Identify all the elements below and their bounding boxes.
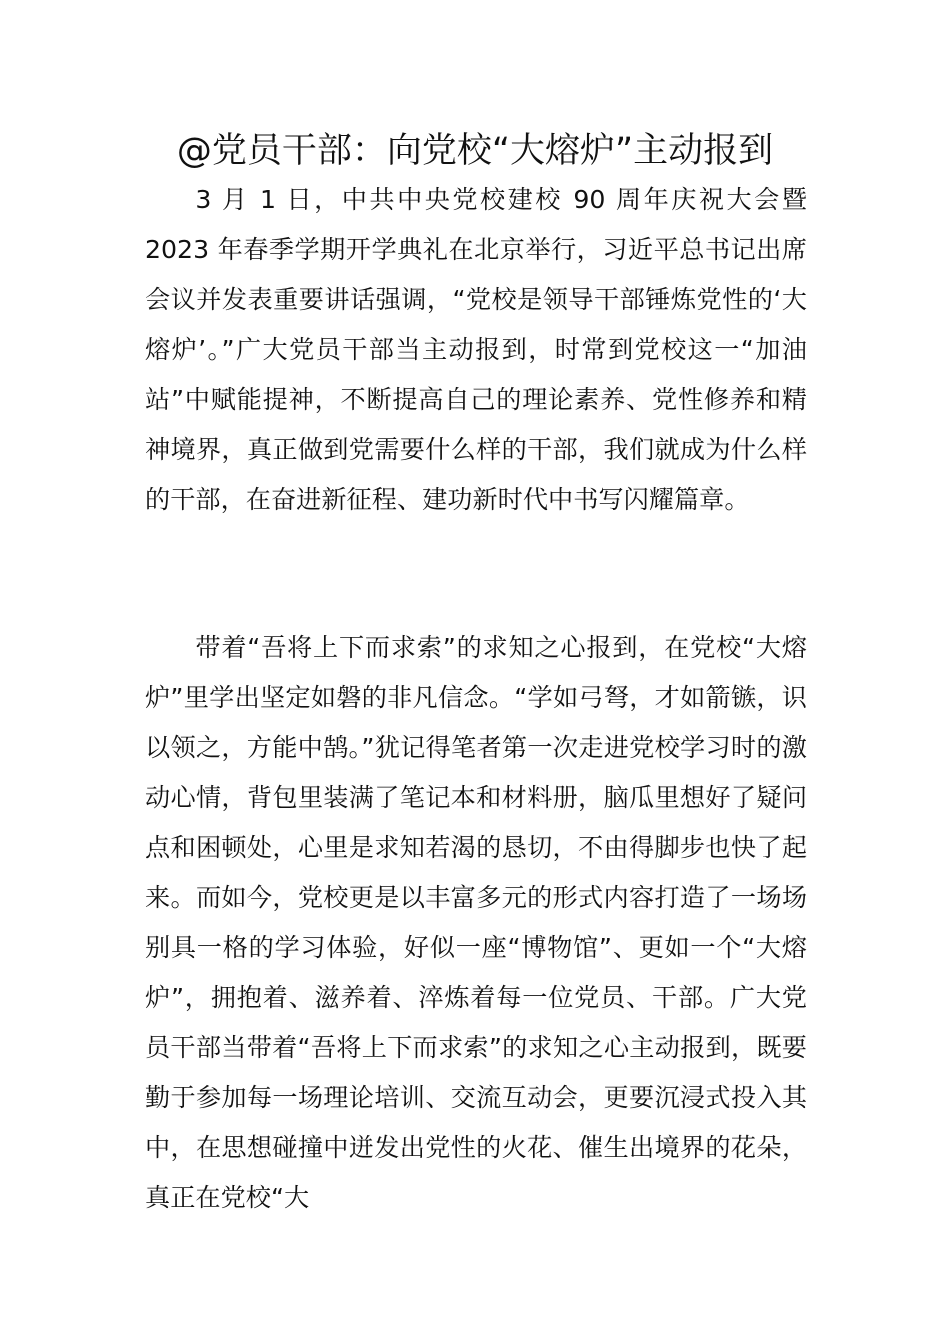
paragraph-2: 带着“吾将上下而求索”的求知之心报到，在党校“大熔炉”里学出坚定如磐的非凡信念。“学如弓弩，才如箭镞，识以领之，方能中鹄。”犹记得笔者第一次走进党校学习时的激动心情，背包里装满了笔记本和材料册，脑瓜里想好了疑问点和困顿处，心里是求知若渴的恳切，不由得脚步也快了起来。而如今，党校更是以丰富多元的形式内容打造了一场场别具一格的学习体验，好似一座“博物馆”、更如一个“大熔炉”，拥抱着、滋养着、淬炼着每一位党员、干部。广大党员干部当带着“吾将上下而求索”的求知之心主动报到，既要勤于参加每一场理论培训、交流互动会，更要沉浸式投入其中，在思想碰撞中迸发出党性的火花、催生出境界的花朵，真正在党校“大 — [145, 633, 807, 1212]
article-title: @党员干部：向党校“大熔炉”主动报到 — [176, 131, 774, 171]
paragraph-1: 3 月 1 日，中共中央党校建校 90 周年庆祝大会暨 2023 年春季学期开学典礼在北京举行，习近平总书记出席会议并发表重要讲话强调，“党校是领导干部锤炼党性的‘大熔炉’。”广大党员干部当主动报到，时常到党校这一“加油站”中赋能提神，不断提高自己的理论素养、党性修养和精神境界，真正做到党需要什么样的干部，我们就成为什么样的干部，在奋进新征程、建功新时代中书写闪耀篇章。 — [145, 185, 807, 514]
